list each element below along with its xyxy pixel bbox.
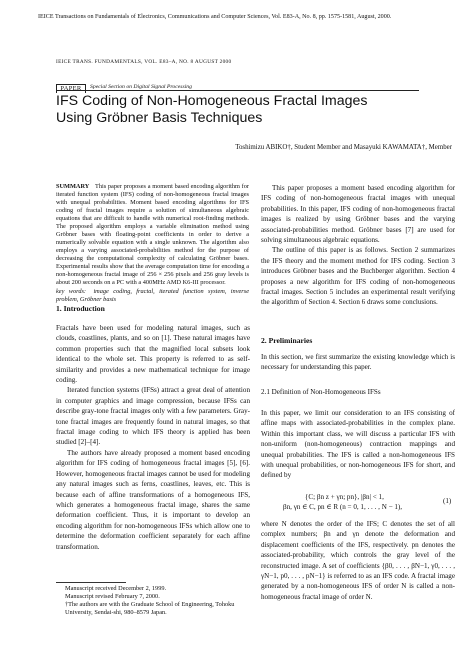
authors: Toshimizu ABIKO†, Student Member and Masayuki KAWAMATA†, Member — [235, 144, 452, 151]
paper-tag: PAPER — [56, 84, 86, 93]
paper-title — [56, 93, 436, 127]
footnote-rule — [56, 582, 126, 583]
title-line-1: IFS Coding of Non-Homogeneous Fractal Images — [56, 93, 368, 109]
right-paragraph-1: This paper proposes a moment based encoding algorithm for IFS coding of non-homogeneous fractal images with unequal probabilities. In this paper, IFS coding of non-homogeneous fractal images is realized by using Gröbner bases and the varying associated-probabilities method. Gröbner bases [7] are used for solving simultaneous algebraic equations. — [261, 184, 455, 245]
footnote-revised: Manuscript revised February 7, 2000. — [65, 593, 160, 600]
header-rule — [56, 90, 419, 91]
definition-explanation: where N denotes the order of the IFS; C denotes the set of all complex numbers; βn and γn denote the deformation and displacement coefficients of the IFS, respectively. pn denotes the associated-probability, which controls the gray level of the reconstructed image. A set of coefficients {β0, . . . , βN−1, γ0, . . . , γN−1, p0, . . . , pN−1} is referred to as an IFS code. A fractal image generated by a non-homogeneous IFS of order N is called a non-homogeneous fractal image of order N. — [261, 520, 455, 601]
title-line-2: Using Gröbner Basis Techniques — [56, 110, 263, 126]
preliminaries-intro: In this section, we first summarize the existing knowledge which is necessary for understanding this paper. — [261, 353, 455, 372]
summary-block — [56, 183, 249, 304]
section-2-heading: 2. Preliminaries — [261, 336, 313, 345]
intro-paragraph-3: The authors have already proposed a moment based encoding algorithm for IFS coding of homogeneous fractal images [5], [6]. However, homogeneous fractal images cannot be used for modeling any natural images such as ferns, coastlines, leaves, etc. This is because each of affine transformations of a homogeneous IFS, which generates a homogeneous fractal image, shares the same deformation coefficient. Thus, it is important to develop an encoding algorithm for non-homogeneous IFSs which allow one to determine the deformation coefficient separately for each affine transformation. — [56, 448, 250, 551]
summary-label: SUMMARY — [56, 183, 90, 190]
subsection-2-1-heading: 2.1 Definition of Non-Homogeneous IFSs — [261, 388, 381, 396]
footnote-received: Manuscript received December 2, 1999. — [65, 585, 167, 592]
keywords: image coding, fractal, iterated function system, inverse problem, Gröbner basis — [56, 288, 249, 303]
intro-paragraph-2: Iterated function systems (IFSs) attract a great deal of attention in computer graphics and image compression, because IFSs can describe gray-tone fractal images only with a few parameters. Gray-tone fractal images are frequently found in natural images, so that fractal image coding to which IFS theory is applied has been studied [2]–[4]. — [56, 386, 250, 447]
footnote-affiliation: †The authors are with the Graduate School of Engineering, Tohoku University, Sendai-shi, 980–8579 Japan. — [65, 601, 235, 616]
intro-paragraph-1: Fractals have been used for modeling natural images, such as clouds, coastlines, plants, and so on [1]. These natural images have common properties such that the magnified local subsets look identical to the whole set. This property is referred to as self-similarity and provides a new mathematical technique for image coding. — [56, 324, 250, 385]
footnotes — [56, 585, 250, 617]
section-1-heading: 1. Introduction — [56, 304, 105, 313]
running-header: IEICE Transactions on Fundamentals of Electronics, Communications and Computer Sciences, Vol. E83-A, No. 8, pp. 1575-1581, August, 2000. — [38, 14, 392, 20]
definition-paragraph: In this paper, we limit our consideration to an IFS consisting of affine maps with associated-probabilities in the complex plane. Within this important class, we will discuss a particular IFS with non-uniform (non-homogeneous) contraction mappings and unequal probabilities. The IFS is called a non-homogeneous IFS with unequal probabilities, or non-homogeneous IFS for short, and defined by — [261, 409, 455, 480]
equation-line-2: βn, γn ∈ C, pn ∈ R (n = 0, 1, . . . , N − 1), — [283, 503, 403, 511]
left-column-body — [56, 323, 250, 552]
equation-line-1: {C; βn z + γn; pn}, |βn| < 1, — [305, 493, 384, 501]
journal-line: IEICE TRANS. FUNDAMENTALS, VOL. E83–A, NO. 8 AUGUST 2000 — [56, 59, 232, 65]
summary-text: This paper proposes a moment based encoding algorithm for iterated function system (IFS) coding of non-homogeneous fractal images with unequal probabilities. Moment based encoding algorithms for IFS coding of fractal images require a solution of simultaneous algebraic equations that are difficult to handle with numerical root-finding methods. The proposed algorithm employs a variable elimination method using Gröbner bases with floating-point coefficients in order to derive a numerically solvable equation with a single unknown. The algorithm also employs a varying associated-probabilities method for the purpose of decreasing the computational complexity of calculating Gröbner bases. Experimental results show that the average computation time for encoding a non-homogeneous fractal image of 256 × 256 pixels and 256 gray levels is about 200 seconds on a PC with a 400MHz AMD K6-III processor. — [56, 183, 249, 286]
right-paragraph-2: The outline of this paper is as follows. Section 2 summarizes the IFS theory and the moment method for IFS coding. Section 3 introduces Gröbner bases and the Buchberger algorithm. Section 4 proposes a new algorithm for IFS coding of non-homogeneous fractal images. Section 5 includes an experimental result verifying the algorithm of Section 4. Section 6 draws some conclusions. — [261, 246, 455, 307]
equation-1 — [283, 492, 453, 512]
equation-number: (1) — [443, 497, 452, 505]
right-column-top — [261, 183, 455, 308]
special-section: Special Section on Digital Signal Processing — [90, 84, 192, 90]
keywords-label: key words: — [56, 288, 87, 295]
